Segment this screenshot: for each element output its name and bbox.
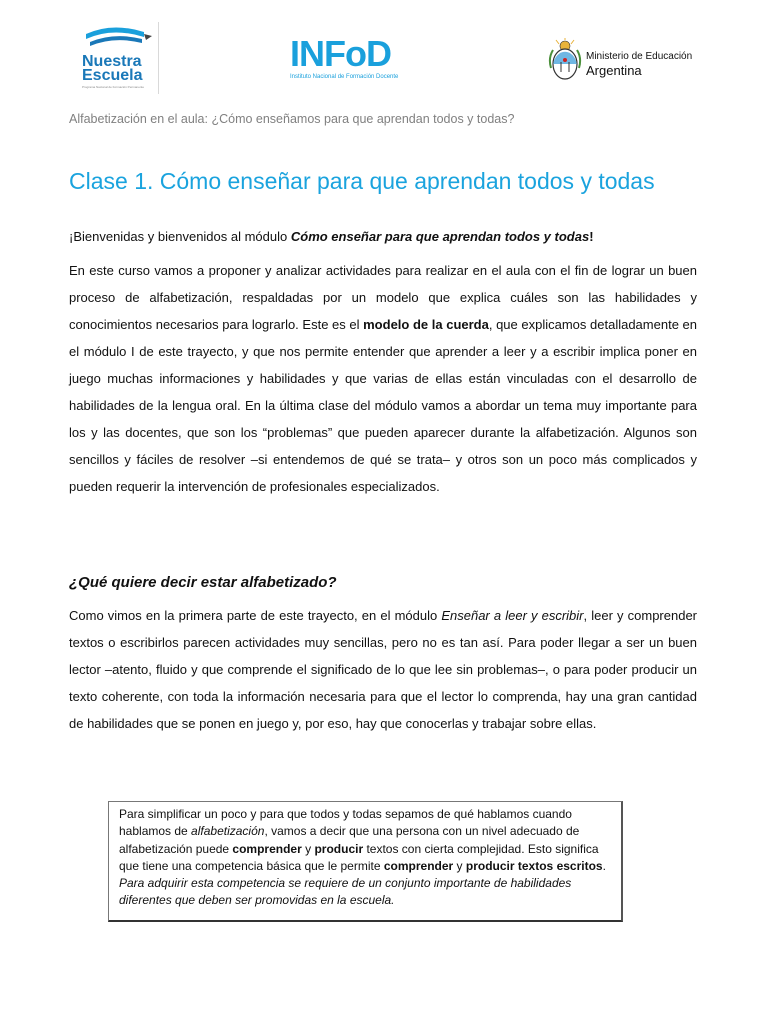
ministerio-line2: Argentina [586,63,642,78]
literacy-part2: , leer y comprender textos o escribirlos parecen actividades muy sencillas, pero no es tan así. Para poder llegar a ser un buen lector –atento, fluido y que comprende el significado de lo que lee sin problemas–, o para poder producir un texto coherente, con toda la información necesaria para que el lector lo comprenda, hay una gran cantidad de habilidades que se ponen en juego y, por eso, hay que conocerlas y trabajar sobre ellas. [69,608,698,731]
ministerio-line1: Ministerio de Educación [586,51,693,62]
box-text-3: y [301,841,315,856]
nuestra-escuela-arcs-icon [82,24,154,54]
infod-logo [290,33,399,80]
box-bold-1: comprender [232,841,302,856]
box-text-1: Para simplificar un poco y para que todos y todas sepamos de qué hablamos cuando hablamos de [119,807,572,839]
intro-bold-term: modelo de la cuerda [363,317,489,332]
box-bold-3: comprender [383,858,454,873]
intro-paragraph [69,257,697,500]
box-italic-2: Para adquirir esta competencia se requiere de un conjunto importante de habilidades diferentes que deben ser promovidas en la escuela. [119,876,572,908]
box-text-7: . [602,858,606,873]
nuestra-escuela-line1: Nuestra [82,53,142,70]
intro-part2: , que explicamos detalladamente en el módulo I de este trayecto, y que nos permite entender que aprender a leer y a escribir implica poner en juego muchas informaciones y habilidades y que varias de ellas están vinculadas con el desarrollo de habilidades de la lengua oral. En la última clase del módulo vamos a abordar un tema muy importante para los y las docentes, que son los “problemas” que pueden aparecer durante la alfabetización. Algunos son sencillos y fáciles de resolver –si entendemos de qué se trata– y otros son un poco más complicados y pueden requerir la intervención de profesionales especializados. [69,317,697,494]
welcome-module-name: Cómo enseñar para que aprendan todos y todas [290,229,590,244]
nuestra-escuela-logo [76,22,159,94]
box-text-4: textos con cierta complejidad. Esto significa que tiene una competencia básica que le permite [119,841,599,873]
national-shield-icon [548,38,582,82]
nuestra-escuela-line2: Escuela [82,67,143,84]
welcome-paragraph [69,223,697,250]
section-heading: ¿Qué quiere decir estar alfabetizado? [69,574,337,591]
literacy-paragraph [69,602,697,737]
running-header: Alfabetización en el aula: ¿Cómo enseñamos para que aprendan todos y todas? [69,112,515,126]
box-text-5: y [453,858,466,873]
page-header [0,0,768,100]
box-bold-4: producir [465,858,515,873]
infod-subtitle: Instituto Nacional de Formación Docente [290,74,399,80]
infod-wordmark: INFoD [290,33,391,74]
box-italic-1: alfabetización [191,824,265,839]
nuestra-escuela-wordmark [82,55,142,83]
box-bold-5: textos escritos [517,858,603,873]
box-bold-2: producir [314,841,364,856]
literacy-module-name: Enseñar a leer y escribir [441,608,584,623]
welcome-prefix: ¡Bienvenidas y bienvenidos al módulo [69,229,291,244]
nuestra-escuela-subtitle: Programa Nacional de Formación Permanente [82,85,145,89]
literacy-part1: Como vimos en la primera parte de este trayecto, en el módulo [69,608,442,623]
box-text-2: , vamos a decir que una persona con un nivel adecuado de alfabetización puede [119,824,580,856]
page-title: Clase 1. Cómo enseñar para que aprendan todos y todas [69,168,655,194]
definition-box [108,801,623,922]
welcome-suffix: ! [589,229,594,244]
intro-part1: En este curso vamos a proponer y analizar actividades para realizar en el aula con el fin de lograr un buen proceso de alfabetización, respaldadas por un modelo que explica cuáles son las habilidades y conocimientos necesarios para lograrlo. Este es el [69,263,697,332]
